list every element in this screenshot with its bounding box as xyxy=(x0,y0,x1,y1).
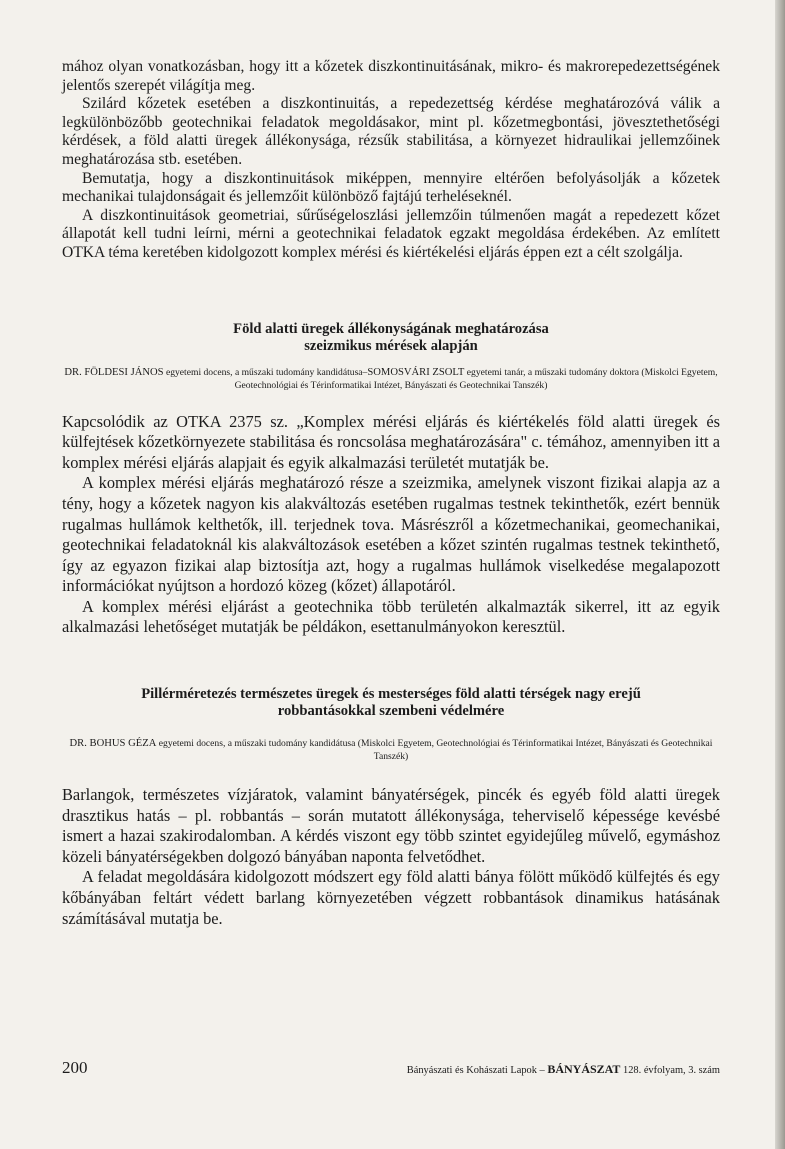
author-somosvari-affiliation: egyetemi tanár, a műszaki tudomány doktora (Miskolci Egyetem, Geotechnológiai és Térinformatikai Intézet, Bányászati és Geotechnikai Tanszék) xyxy=(234,366,718,391)
section2-paragraph-1: Barlangok, természetes vízjáratok, valamint bányatérségek, pincék és egyéb föld alatti üregek drasztikus hatás – pl. robbantás – során mutatott állékonysága, teherviselő képessége kevésbé ismert a hazai szakirodalomban. A kérdés viszont egy több szintet egyidejűleg művelő, egymáshoz közeli bányatérségekben dolgozó bányában naponta felvetődhet. xyxy=(62,785,720,866)
section2-title-line1: Pillérméretezés természetes üregek és mesterséges föld alatti térségek nagy erejű xyxy=(141,686,641,703)
page-edge-shadow xyxy=(775,0,785,1149)
author-foldesi: DR. FÖLDESI JÁNOS xyxy=(64,366,164,378)
section1-paragraph-2: A komplex mérési eljárás meghatározó része a szeizmika, amelynek viszont fizikai alapja az a tény, hogy a kőzetek nagyon kis alakváltozás esetében rugalmas testnek tekinthetők, ezért bennük rugalmas hullámok kelthetők, ill. terjednek tova. Másrészről a kőzetmechanikai, geomechanikai, geotechnikai feladatoknál kis alakváltozások esetében a kőzet szintén rugalmas testnek tekinthető, így az egyazon fizikai alap biztosítja azt, hogy a rugalmas hullámok viselkedése megalapozott információkat nyújtson a hordozó közeg (kőzet) állapotáról. xyxy=(62,473,720,596)
author-somosvari: SOMOSVÁRI ZSOLT xyxy=(367,366,465,378)
section2-title-line2: robbantásokkal szembeni védelmére xyxy=(277,703,505,720)
intro-paragraph-4: A diszkontinuitások geometriai, sűrűségeloszlási jellemzőin túlmenően magát a repedezett kőzet állapotát kell tudni leírni, mérni a geotechnikai feladatok egzakt megoldása érdekében. Az említett OTKA téma keretében kidolgozott komplex mérési és kiértékelési eljárás éppen ezt a célt szolgálja. xyxy=(62,206,720,261)
author-bohus: DR. BOHUS GÉZA xyxy=(69,738,157,750)
author-foldesi-affiliation: egyetemi docens, a műszaki tudomány kandidátusa– xyxy=(163,366,368,378)
section1-paragraph-3: A komplex mérési eljárást a geotechnika több területén alkalmazták sikerrel, itt az egyik alkalmazási lehetőséget mutatják be példákon, esettanulmányokon keresztül. xyxy=(62,596,720,637)
section1-title-line1: Föld alatti üregek állékonyságának meghatározása xyxy=(233,320,549,337)
journal-suffix: 128. évfolyam, 3. szám xyxy=(620,1065,720,1076)
intro-paragraph-2: Szilárd kőzetek esetében a diszkontinuitás, a repedezettség kérdése meghatározóvá válik a legkülönbözőbb geotechnikai feladatok megoldásakor, mint pl. kőzetmegbontási, jövesztethetőségi kérdések, a föld alatti üregek állékonysága, rézsűk stabilitása, a környezet hidraulikai jellemzőinek meghatározása stb. esetében. xyxy=(62,95,720,168)
page-content xyxy=(62,58,720,929)
author-bohus-affiliation: egyetemi docens, a műszaki tudomány kandidátusa (Miskolci Egyetem, Geotechnológiai és Térinformatikai Intézet, Bányászati és Geotechnikai Tanszék) xyxy=(156,738,713,763)
journal-reference xyxy=(407,1062,720,1077)
section2-paragraph-2: A feladat megoldására kidolgozott módszert egy föld alatti bánya fölött működő külfejtés és egy kőbányában feltárt védett barlang környezetében végzett robbantások dinamikus hatásának számításával mutatja be. xyxy=(62,867,720,928)
intro-paragraph-3: Bemutatja, hogy a diszkontinuitások miképpen, mennyire eltérően befolyásolják a kőzetek mechanikai tulajdonságait és jellemzőit különböző fajtájú terheléseknél. xyxy=(62,169,720,206)
section1-title-line2: szeizmikus mérések alapján xyxy=(304,337,478,354)
page-footer xyxy=(62,1058,720,1078)
journal-name: BÁNYÁSZAT xyxy=(547,1062,621,1076)
section1-byline xyxy=(62,366,720,392)
journal-prefix: Bányászati és Kohászati Lapok – xyxy=(406,1065,548,1076)
section2-byline xyxy=(62,737,720,763)
section1-paragraph-1: Kapcsolódik az OTKA 2375 sz. „Komplex mérési eljárás és kiértékelés föld alatti üregek és külfejtések kőzetkörnyezete stabilitása és roncsolása meghatározására" c. témához, amennyiben itt a komplex mérési eljárás alapjait és egyik alkalmazási területét mutatják be. xyxy=(62,411,720,472)
page-number: 200 xyxy=(62,1058,88,1077)
intro-paragraph-1: mához olyan vonatkozásban, hogy itt a kőzetek diszkontinuitásának, mikro- és makrorepedezettségének jelentős szerepét világítja meg. xyxy=(62,58,720,94)
